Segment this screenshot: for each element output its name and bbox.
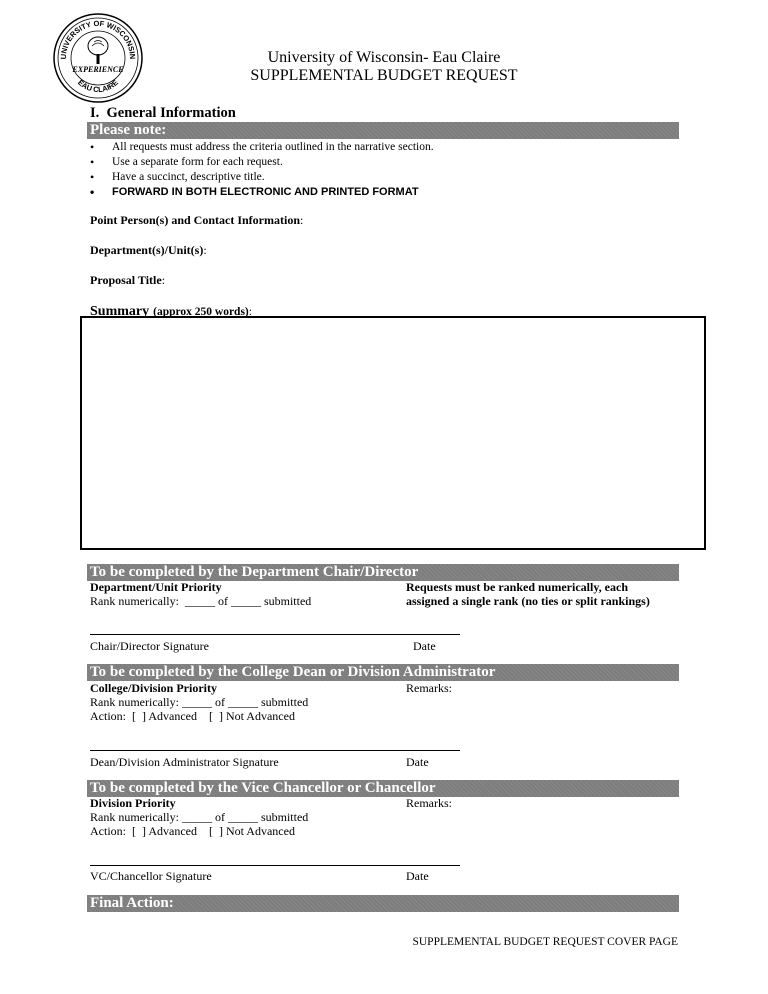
- department-label: Department(s)/Unit(s): [90, 243, 204, 257]
- vc-signature-label: VC/Chancellor Signature: [90, 869, 212, 883]
- vc-priority-label: Division Priority: [90, 796, 176, 810]
- summary-textarea[interactable]: [80, 316, 706, 550]
- chair-rank-line[interactable]: Rank numerically: _____ of _____ submitted: [90, 594, 312, 608]
- dean-signature-line[interactable]: [90, 750, 460, 751]
- please-note-label: Please note:: [90, 122, 167, 138]
- list-item: • Use a separate form for each request.: [90, 155, 434, 170]
- proposal-title-label: Proposal Title: [90, 273, 162, 287]
- proposal-title-field[interactable]: Proposal Title:: [90, 273, 166, 287]
- vc-rank-line[interactable]: Rank numerically: _____ of _____ submitted: [90, 810, 309, 824]
- list-item: • All requests must address the criteria outlined in the narrative section.: [90, 140, 434, 155]
- chair-signature-line[interactable]: [90, 634, 460, 635]
- dean-signature-label: Dean/Division Administrator Signature: [90, 755, 279, 769]
- chair-date-label: Date: [413, 639, 436, 653]
- vc-date-label: Date: [406, 869, 429, 883]
- form-title: SUPPLEMENTAL BUDGET REQUEST: [250, 67, 518, 84]
- seal-text-top: UNIVERSITY OF WISCONSIN: [58, 18, 138, 60]
- dean-rank-line[interactable]: Rank numerically: _____ of _____ submitted: [90, 695, 309, 709]
- final-action-bar: [87, 895, 679, 912]
- vc-section-bar: [87, 780, 679, 797]
- final-action-title: Final Action:: [90, 895, 174, 911]
- point-person-label: Point Person(s) and Contact Information: [90, 213, 300, 227]
- dean-action-line[interactable]: Action: [ ] Advanced [ ] Not Advanced: [90, 709, 295, 723]
- vc-action-line[interactable]: Action: [ ] Advanced [ ] Not Advanced: [90, 824, 295, 838]
- vc-remarks-label: Remarks:: [406, 796, 452, 810]
- list-item: • Have a succinct, descriptive title.: [90, 170, 434, 185]
- vc-section-title: To be completed by the Vice Chancellor or Chancellor: [90, 780, 436, 796]
- dean-date-label: Date: [406, 755, 429, 769]
- chair-section-bar: [87, 564, 679, 581]
- vc-signature-line[interactable]: [90, 865, 460, 866]
- dean-remarks-label: Remarks:: [406, 681, 452, 695]
- department-field[interactable]: Department(s)/Unit(s):: [90, 243, 207, 257]
- summary-heading: Summary (approx 250 words):: [90, 304, 252, 319]
- list-item: • FORWARD IN BOTH ELECTRONIC AND PRINTED FORMAT: [90, 185, 434, 200]
- chair-signature-label: Chair/Director Signature: [90, 639, 209, 653]
- chair-priority-label: Department/Unit Priority: [90, 580, 222, 594]
- chair-section-title: To be completed by the Department Chair/Director: [90, 564, 419, 580]
- seal-text-middle: EXPERIENCE: [72, 65, 124, 74]
- summary-label: Summary: [90, 304, 150, 319]
- dean-section-bar: [87, 664, 679, 681]
- seal-text-bottom: EAU CLAIRE: [76, 77, 120, 95]
- instructions-list: [90, 140, 434, 200]
- dean-section-title: To be completed by the College Dean or Division Administrator: [90, 664, 496, 680]
- please-note-bar: [87, 122, 679, 139]
- point-person-field[interactable]: Point Person(s) and Contact Information:: [90, 213, 304, 227]
- summary-note: (approx 250 words): [153, 306, 249, 318]
- university-name: University of Wisconsin- Eau Claire: [267, 49, 501, 66]
- rank-note-2: assigned a single rank (no ties or split rankings): [406, 594, 650, 608]
- footer-text: SUPPLEMENTAL BUDGET REQUEST COVER PAGE: [412, 936, 678, 948]
- dean-priority-label: College/Division Priority: [90, 681, 217, 695]
- rank-note-1: Requests must be ranked numerically, each: [406, 580, 628, 594]
- section-heading: I. General Information: [90, 105, 236, 121]
